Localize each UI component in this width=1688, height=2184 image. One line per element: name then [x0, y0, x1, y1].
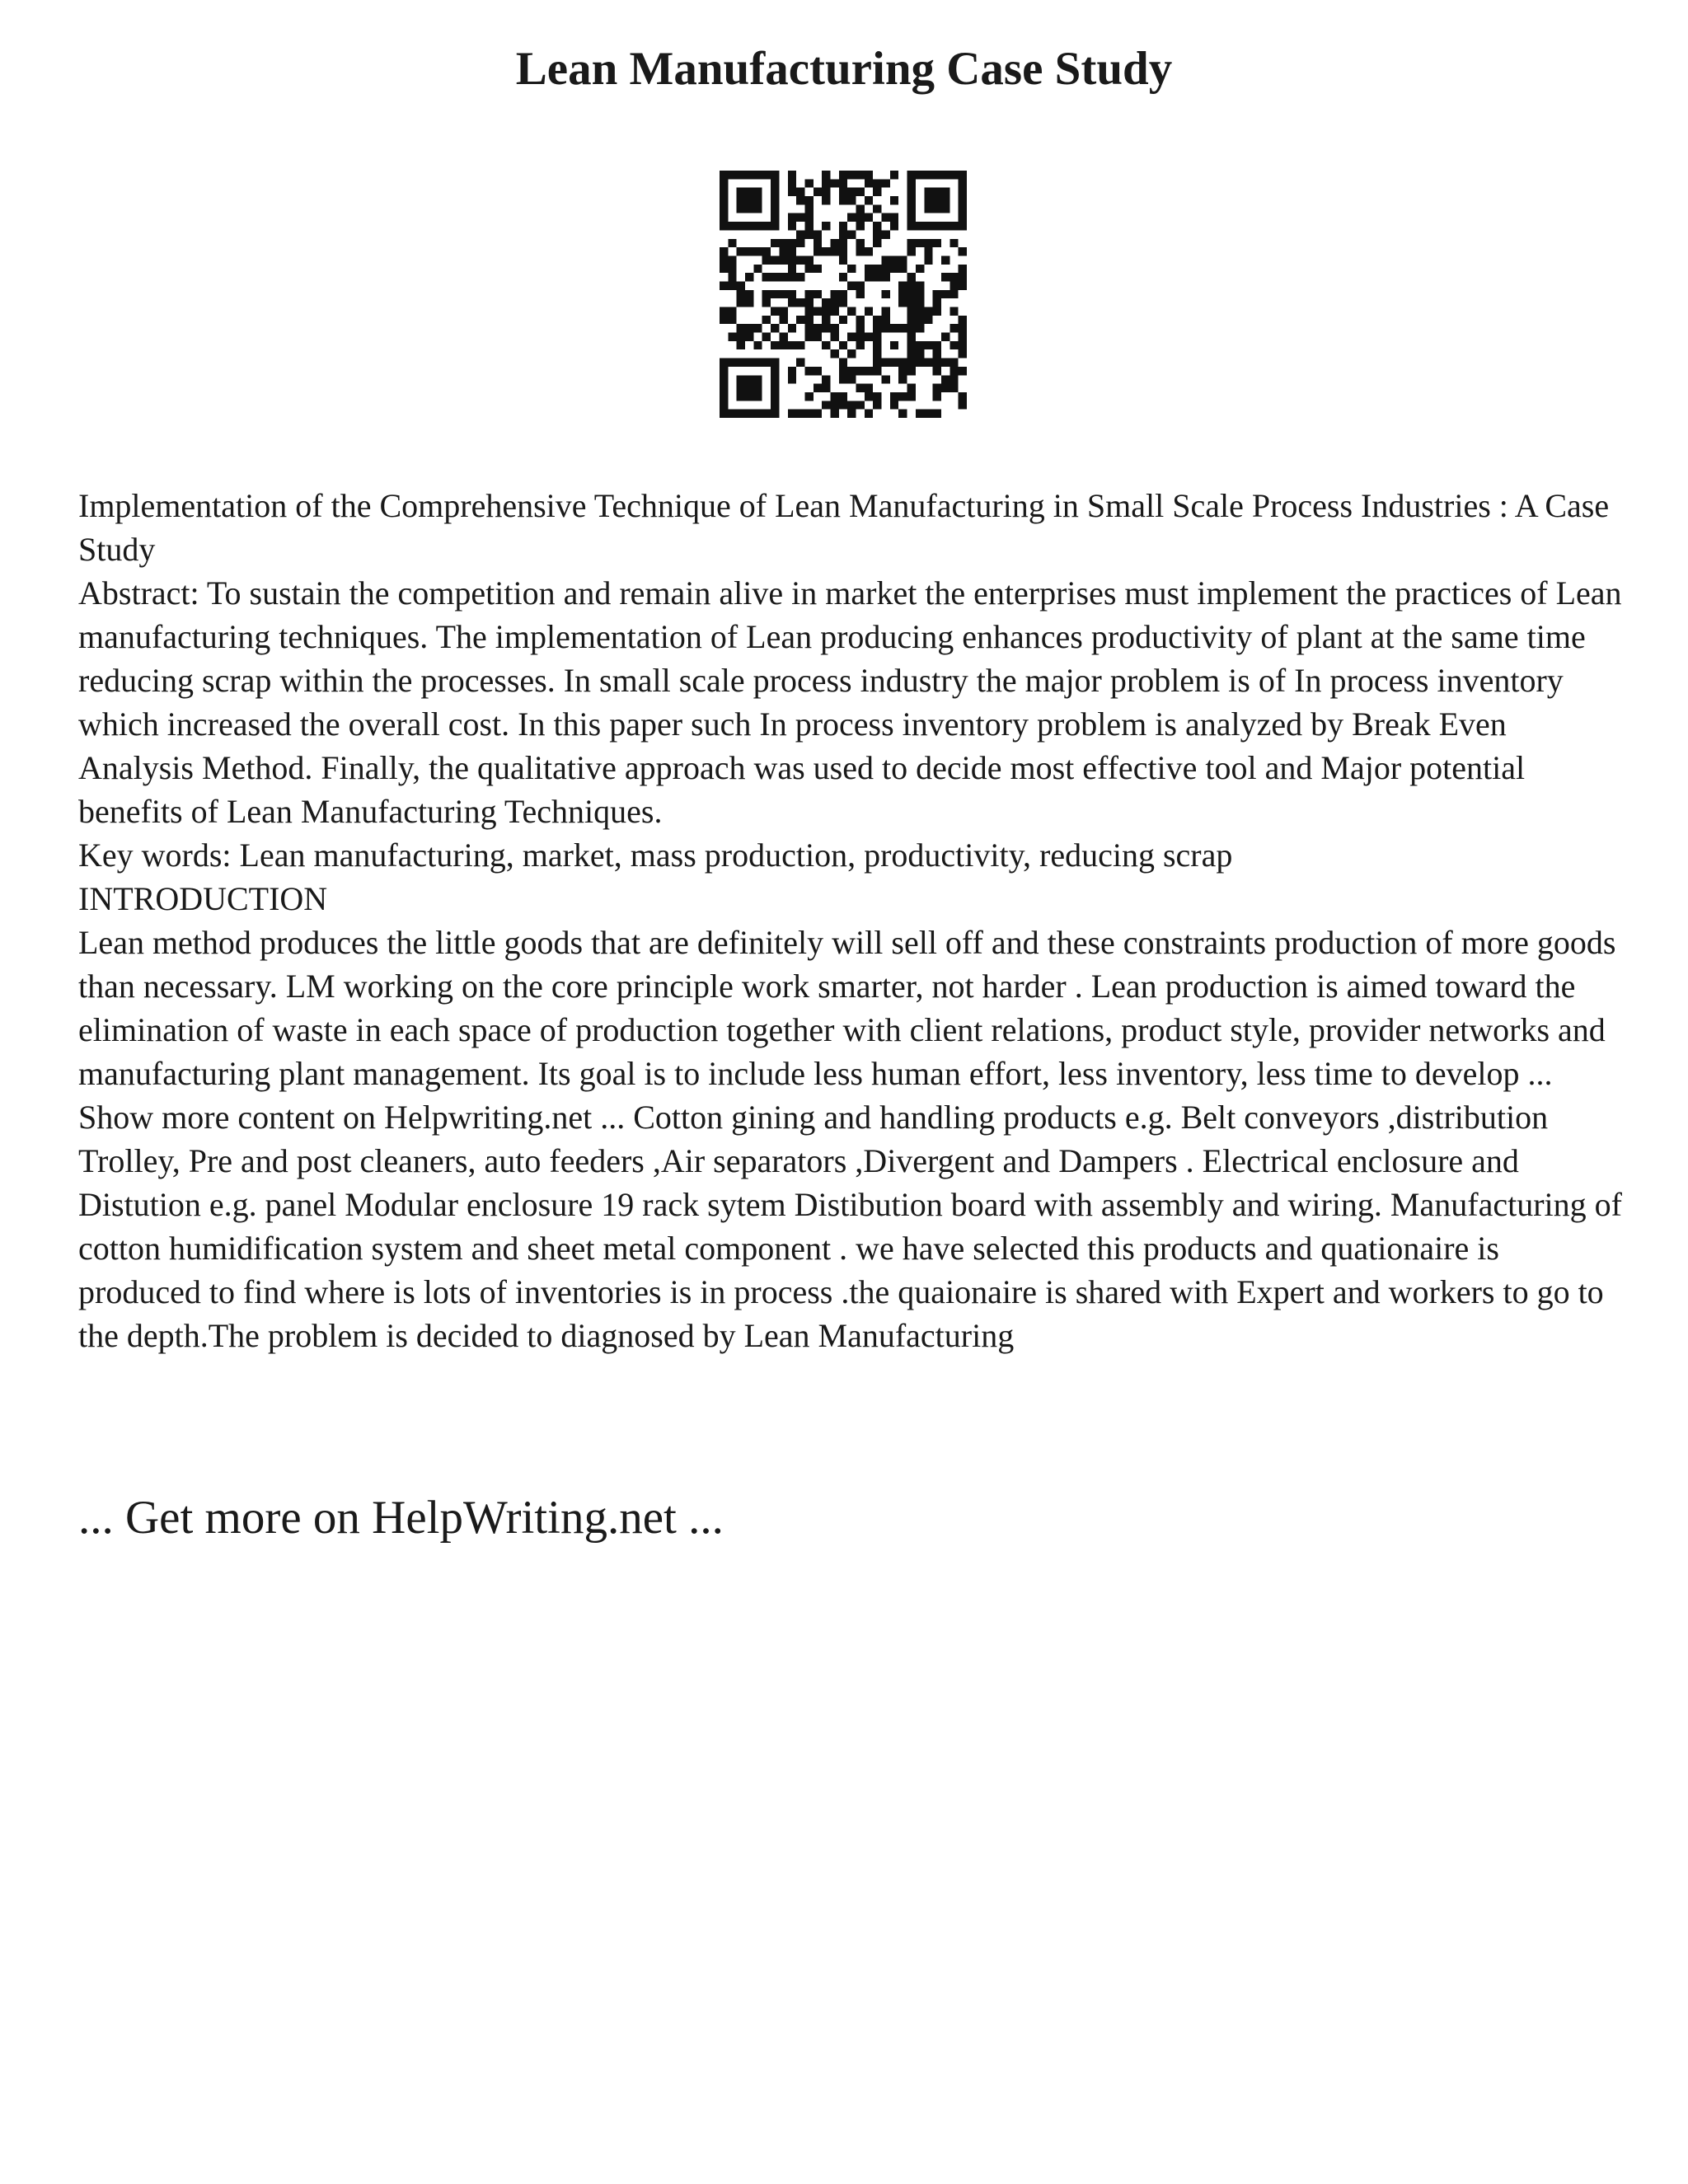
abstract-paragraph: Abstract: To sustain the competition and remain alive in market the enterprises must implement the practices of Lean manufacturing techniques. The implementation of Lean producing enhances productivity of plant at the same time reducing scrap within the processes. In small scale process industry the major problem is of In process inventory which increased the overall cost. In this paper such In process inventory problem is analyzed by Break Even Analysis Method. Finally, the qualitative approach was used to decide most effective tool and Major potential benefits of Lean Manufacturing Techniques. — [78, 574, 1622, 830]
introduction-paragraph: Lean method produces the little goods that are definitely will sell off and these constraints production of more goods than necessary. LM working on the core principle work smarter, not harder . Lean production is aimed toward the elimination of waste in each space of production together with client relations, product style, provider networks and manufacturing plant management. Its goal is to include less human effort, less inventory, less time to develop ... Show more content on Helpwriting.net ... Cotton gining and handling products e.g. Belt conveyors ,distribution Trolley, Pre and post cleaners, auto feeders ,Air separators ,Divergent and Dampers . Electrical enclosure and Distution e.g. panel Modular enclosure 19 rack sytem Distibution board with assembly and wiring. Manufacturing of cotton humidification system and sheet metal component . we have selected this products and quationaire is produced to find where is lots of inventories is in process .the quaionaire is shared with Expert and workers to go to the depth.The problem is decided to diagnosed by Lean Manufacturing — [78, 924, 1622, 1354]
page-title: Lean Manufacturing Case Study — [515, 43, 1173, 95]
document-body — [78, 484, 1628, 1357]
get-more-link[interactable]: ... Get more on HelpWriting.net ... — [78, 1492, 724, 1544]
qr-code-icon — [720, 171, 967, 418]
keywords-paragraph: Key words: Lean manufacturing, market, mass production, productivity, reducing scrap — [78, 837, 1233, 874]
paper-title: Implementation of the Comprehensive Technique of Lean Manufacturing in Small Scale Process Industries : A Case Study — [78, 487, 1610, 568]
section-heading-introduction: INTRODUCTION — [78, 880, 328, 917]
